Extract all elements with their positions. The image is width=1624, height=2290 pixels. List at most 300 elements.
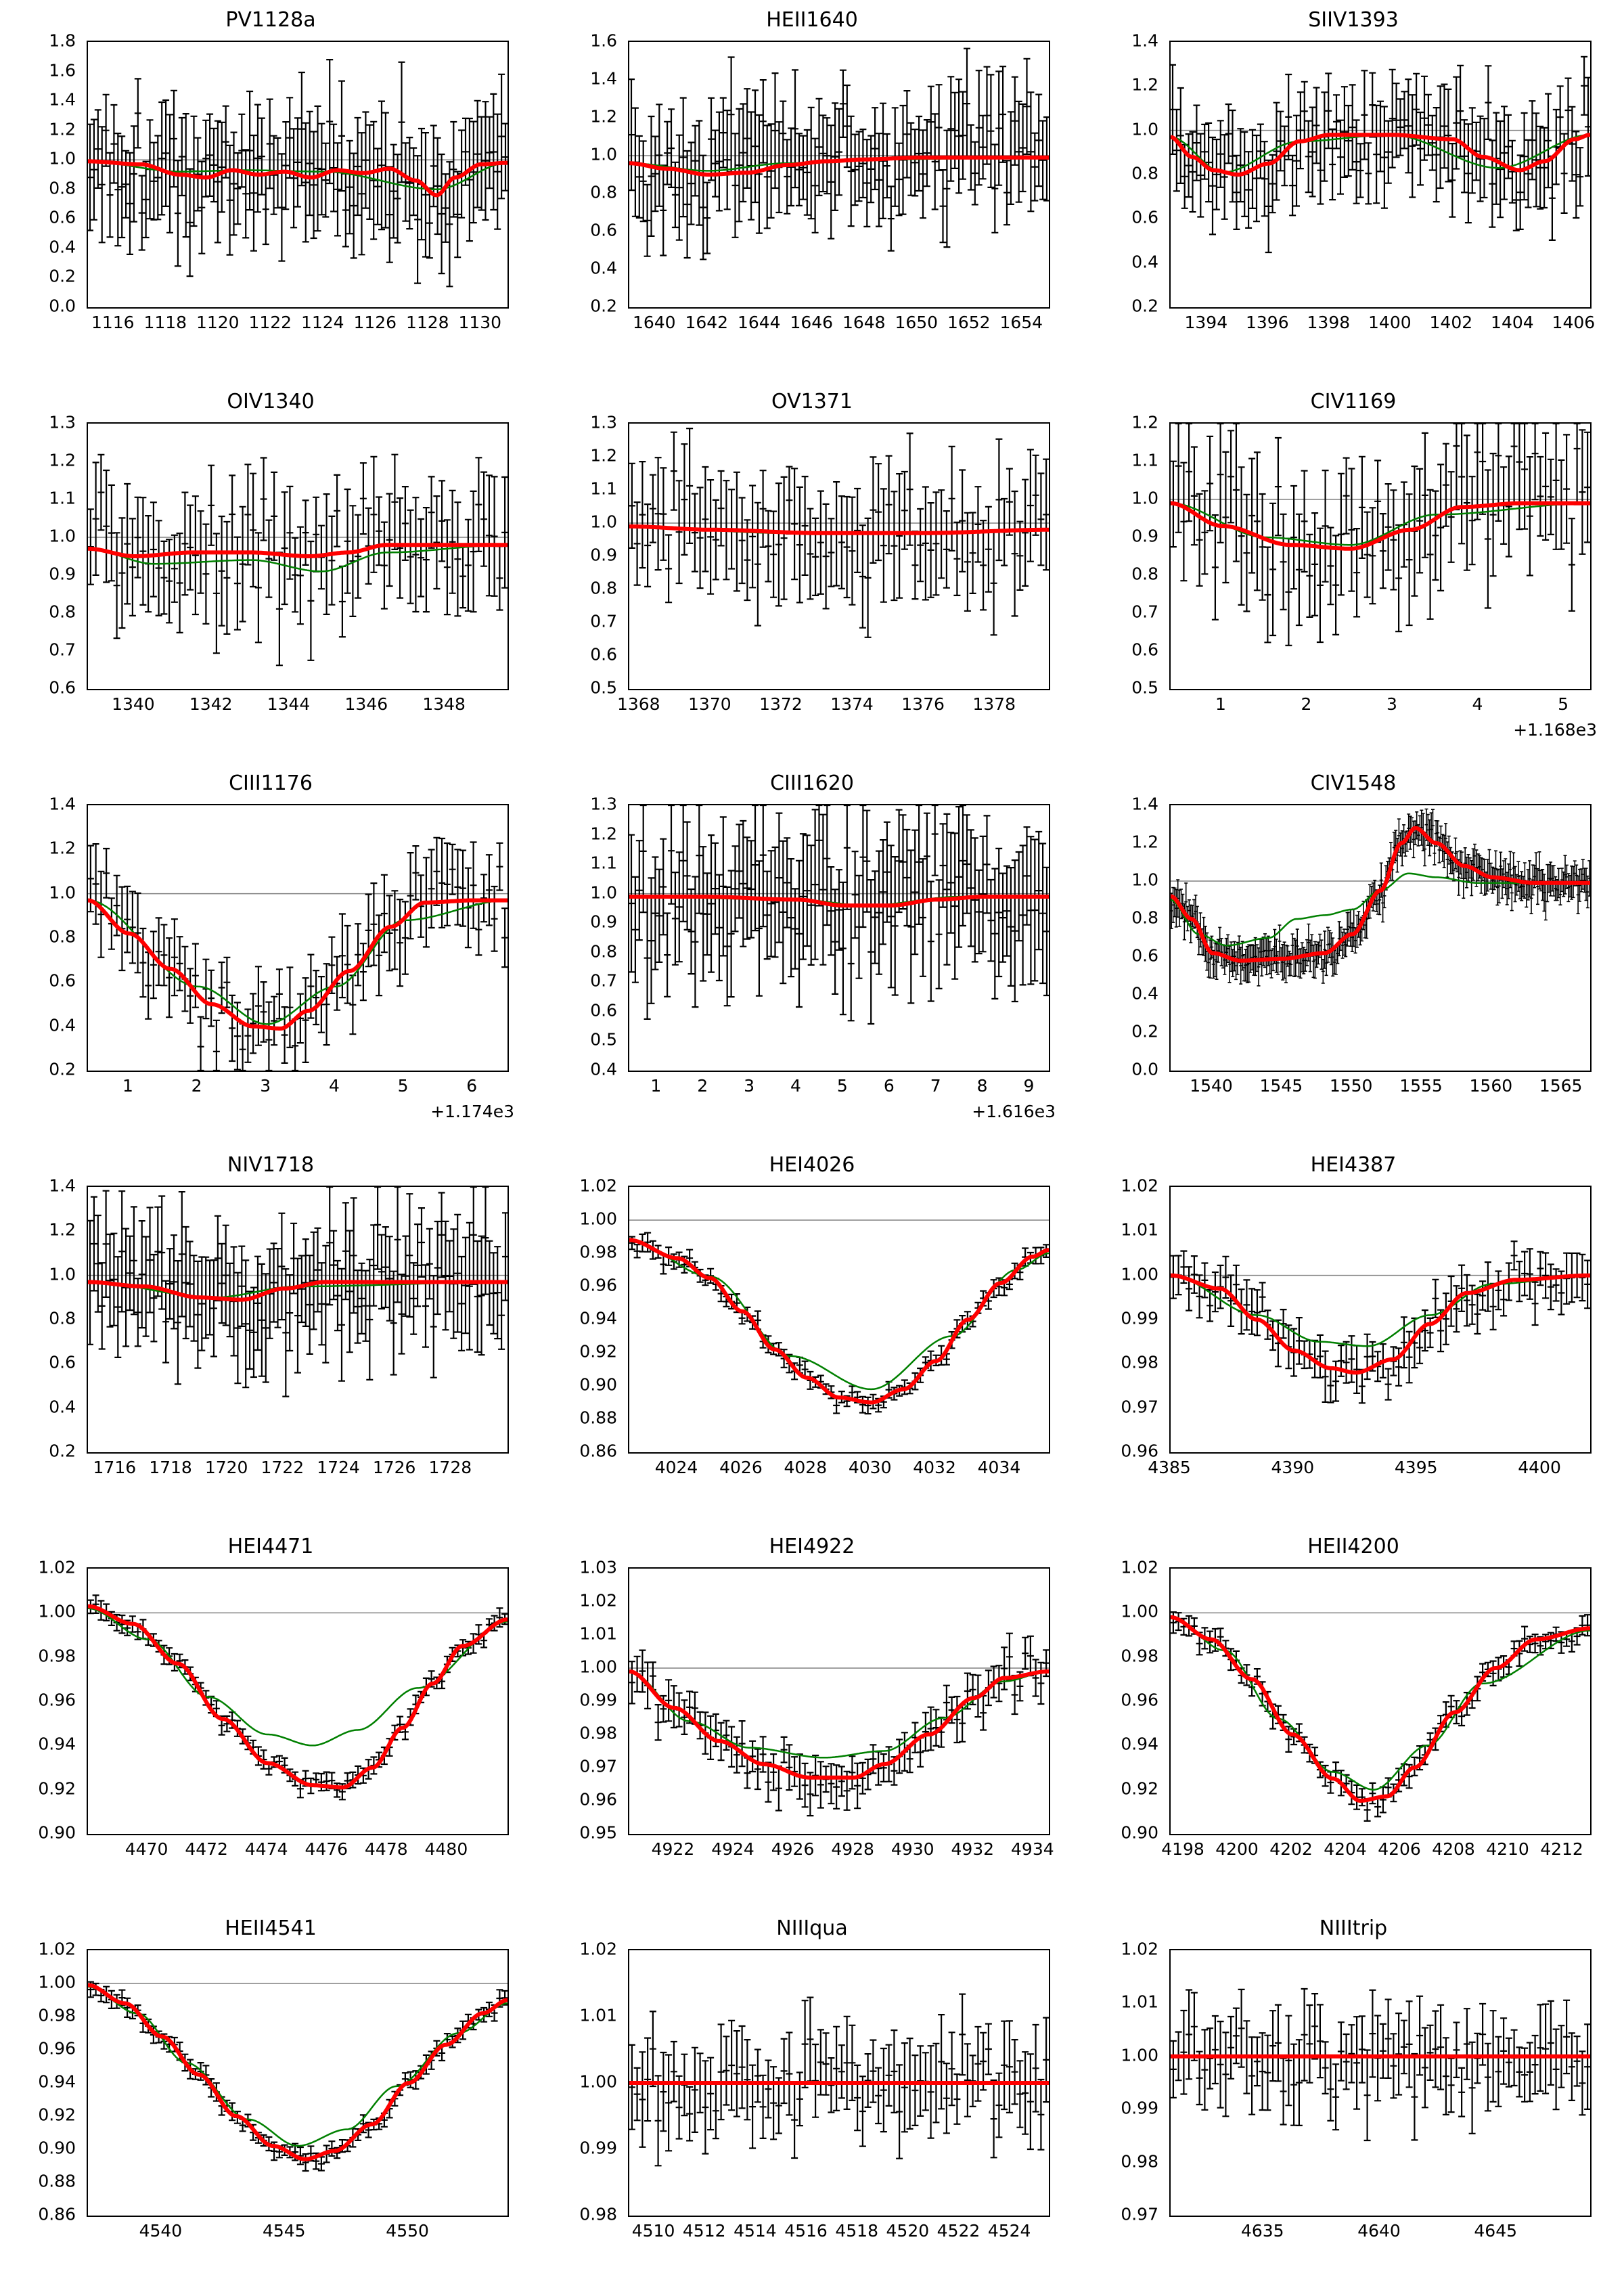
panel-niiitrip [1083,1908,1624,2290]
y-tick-label: 1.02 [579,1175,617,1196]
x-tick-label: 2 [1301,694,1312,714]
y-tick-label: 0.90 [38,2138,76,2158]
data-points-group [88,455,508,666]
x-tick-label: 2 [697,1076,708,1096]
y-tick-label: 0.2 [1131,296,1158,316]
plot-canvas [629,1950,1049,2216]
x-tick-label: 4032 [913,1458,956,1477]
plot-area [87,41,509,309]
y-tick-label: 1.0 [49,526,76,546]
y-axis-ticks [541,1557,623,1843]
x-tick-label: 4026 [719,1458,763,1477]
y-tick-label: 0.2 [49,1059,76,1079]
y-tick-label: 1.2 [1131,832,1158,852]
plot-canvas [629,1569,1049,1834]
panel-title: HEII4200 [1307,1535,1399,1558]
y-tick-label: 0.8 [1131,564,1158,584]
y-tick-label: 1.0 [49,1264,76,1284]
y-axis-ticks [1083,30,1164,316]
x-axis-ticks [1169,2221,1592,2248]
x-tick-label: 4202 [1269,1839,1313,1859]
y-tick-label: 0.98 [1121,1352,1158,1372]
x-tick-label: 1722 [261,1458,304,1477]
panel-title: HEI4026 [769,1153,855,1177]
panel-title: HEI4922 [769,1535,855,1558]
x-tick-label: 6 [466,1076,478,1096]
y-tick-label: 0.2 [49,1441,76,1461]
x-tick-label: 1394 [1184,313,1228,332]
x-tick-label: 1340 [112,694,155,714]
x-tick-label: 1726 [372,1458,416,1477]
y-tick-label: 0.96 [1121,1441,1158,1461]
y-tick-label: 1.1 [590,478,617,499]
x-tick-label: 1346 [344,694,388,714]
y-tick-label: 1.01 [579,1623,617,1644]
x-tick-label: 4640 [1357,2221,1401,2241]
x-axis-ticks [628,313,1050,340]
y-tick-label: 1.2 [590,824,617,844]
y-tick-label: 1.00 [579,1209,617,1229]
y-axis-ticks [0,794,81,1079]
plot-canvas [88,1187,508,1452]
plot-area [87,804,509,1072]
panel-title: CIV1169 [1310,390,1397,413]
y-tick-label: 0.92 [579,1341,617,1362]
x-axis-ticks [628,1458,1050,1485]
x-tick-label: 4926 [771,1839,815,1859]
panel-title: NIIItrip [1319,1916,1388,1940]
x-axis-ticks [628,1076,1050,1103]
x-tick-label: 4472 [185,1839,228,1859]
data-points-group [88,1982,508,2171]
x-tick-label: 4516 [784,2221,828,2241]
x-tick-label: 4385 [1148,1458,1191,1477]
x-tick-label: 4 [1472,694,1483,714]
y-tick-label: 0.96 [38,2038,76,2059]
y-tick-label: 1.4 [590,68,617,89]
x-tick-label: 1374 [830,694,874,714]
x-tick-label: 4518 [835,2221,878,2241]
y-tick-label: 0.8 [49,602,76,622]
plot-canvas [1171,42,1590,307]
y-tick-label: 0.90 [38,1822,76,1843]
plot-canvas [88,42,508,307]
y-tick-label: 1.2 [49,119,76,139]
panel-hei4026 [541,1145,1083,1527]
x-tick-label: 4550 [386,2221,429,2241]
y-tick-label: 1.00 [579,1657,617,1677]
x-tick-label: 4198 [1161,1839,1204,1859]
panel-ov1371 [541,382,1083,763]
x-tick-label: 4476 [304,1839,348,1859]
plot-canvas [1171,1950,1590,2216]
panel-niiiqua [541,1908,1083,2290]
y-tick-label: 0.94 [1121,1734,1158,1754]
y-tick-label: 1.4 [49,89,76,110]
model-primary-curve [1171,1617,1590,1801]
y-tick-label: 1.00 [1121,2045,1158,2065]
y-tick-label: 1.0 [49,148,76,169]
x-tick-label: 3 [1386,694,1397,714]
y-tick-label: 0.6 [49,1352,76,1372]
x-axis-ticks [1169,694,1592,721]
panel-title: HEII1640 [766,8,858,32]
y-axis-ticks [541,1175,623,1461]
y-tick-label: 1.0 [590,882,617,903]
x-tick-label: 4514 [734,2221,777,2241]
y-tick-label: 0.8 [590,182,617,202]
x-tick-label: 4028 [784,1458,828,1477]
x-tick-label: 4480 [424,1839,468,1859]
plot-canvas [1171,424,1590,689]
x-tick-label: 1348 [422,694,466,714]
y-tick-label: 0.6 [1131,207,1158,227]
x-tick-label: 1406 [1552,313,1596,332]
model-primary-curve [88,545,508,556]
y-tick-label: 0.9 [590,912,617,932]
y-tick-label: 0.7 [590,970,617,991]
panel-heii4541 [0,1908,541,2290]
y-axis-ticks [0,1175,81,1461]
x-tick-label: 5 [397,1076,409,1096]
plot-area [87,1949,509,2217]
y-tick-label: 0.6 [590,220,617,240]
y-tick-label: 1.1 [590,853,617,873]
y-tick-label: 0.6 [49,677,76,698]
x-axis-ticks [87,1076,509,1103]
y-tick-label: 1.01 [579,2005,617,2025]
panel-hei4471 [0,1527,541,1908]
x-axis-offset-label: +1.616e3 [972,1102,1056,1121]
y-tick-label: 0.4 [590,258,617,278]
x-tick-label: 1724 [317,1458,360,1477]
x-tick-label: 1 [122,1076,133,1096]
x-tick-label: 1404 [1491,313,1534,332]
y-tick-label: 0.8 [1131,907,1158,928]
y-tick-label: 0.0 [1131,1059,1158,1079]
panel-heii4200 [1083,1527,1624,1908]
panel-hei4922 [541,1527,1083,1908]
y-tick-label: 0.94 [579,1308,617,1328]
plot-canvas [88,1950,508,2216]
x-tick-label: 4520 [886,2221,930,2241]
y-tick-label: 0.92 [38,1778,76,1799]
y-tick-label: 0.9 [1131,526,1158,546]
y-tick-label: 1.00 [1121,1264,1158,1284]
plot-area [1169,41,1592,309]
data-points-group [629,805,1049,1024]
y-tick-label: 0.99 [1121,2098,1158,2118]
y-tick-label: 0.94 [38,2071,76,2092]
x-tick-label: 1646 [790,313,834,332]
x-tick-label: 4645 [1474,2221,1518,2241]
x-axis-ticks [1169,313,1596,340]
panel-ciii1176 [0,763,541,1145]
plot-canvas [88,805,508,1071]
x-tick-label: 1644 [737,313,781,332]
panel-civ1169 [1083,382,1624,763]
x-tick-label: 4930 [890,1839,934,1859]
y-tick-label: 1.00 [1121,1601,1158,1621]
x-tick-label: 5 [836,1076,848,1096]
y-tick-label: 0.90 [1121,1822,1158,1843]
x-axis-ticks [1161,1839,1592,1866]
x-tick-label: 4524 [987,2221,1031,2241]
y-tick-label: 1.6 [590,30,617,51]
x-tick-label: 4 [790,1076,801,1096]
x-tick-label: 1560 [1469,1076,1513,1096]
data-points-group [88,1595,508,1799]
y-tick-label: 0.2 [49,266,76,286]
y-axis-ticks [1083,1175,1164,1461]
y-tick-label: 1.2 [49,1219,76,1240]
x-tick-label: 1728 [428,1458,472,1477]
y-axis-ticks [1083,794,1164,1079]
x-axis-ticks [1169,1076,1592,1103]
y-tick-label: 0.98 [579,1723,617,1743]
x-tick-label: 1654 [999,313,1043,332]
plot-area [1169,1186,1592,1454]
x-tick-label: 1368 [616,694,660,714]
y-tick-label: 0.95 [579,1822,617,1843]
y-tick-label: 0.97 [579,1756,617,1776]
model-primary-curve [88,1985,508,2159]
x-tick-label: 4395 [1394,1458,1438,1477]
x-tick-label: 4512 [682,2221,726,2241]
x-axis-offset-label: +1.168e3 [1513,720,1597,740]
y-tick-label: 0.8 [590,578,617,598]
y-tick-label: 0.2 [590,296,617,316]
y-tick-label: 1.8 [49,30,76,51]
y-tick-label: 0.96 [579,1275,617,1295]
y-tick-label: 0.7 [590,611,617,631]
x-tick-label: 4390 [1271,1458,1315,1477]
y-tick-label: 1.02 [1121,1939,1158,1959]
plot-canvas [629,42,1049,307]
x-tick-label: 4212 [1540,1839,1583,1859]
y-tick-label: 1.00 [38,1972,76,1992]
x-tick-label: 3 [260,1076,271,1096]
x-tick-label: 1370 [688,694,731,714]
y-axis-ticks [0,30,81,316]
x-tick-label: 2 [191,1076,202,1096]
x-tick-label: 1128 [405,313,449,332]
plot-area [1169,422,1592,690]
x-tick-label: 1720 [204,1458,248,1477]
data-points-group [629,1994,1049,2166]
data-points-group [629,49,1049,260]
y-tick-label: 0.4 [49,237,76,257]
x-tick-label: 4400 [1518,1458,1561,1477]
x-tick-label: 1652 [947,313,991,332]
x-axis-ticks [616,694,1050,721]
plot-area [87,1567,509,1835]
x-tick-label: 1126 [353,313,397,332]
y-tick-label: 0.92 [1121,1778,1158,1799]
x-tick-label: 4024 [654,1458,698,1477]
y-tick-label: 0.6 [590,644,617,665]
plot-area [1169,1949,1592,2217]
x-tick-label: 1402 [1429,313,1473,332]
x-tick-label: 4 [328,1076,340,1096]
plot-area [1169,1567,1592,1835]
panel-title: CIV1548 [1310,771,1397,795]
y-tick-label: 1.3 [49,412,76,432]
data-points-group [629,1634,1049,1816]
y-tick-label: 1.02 [1121,1175,1158,1196]
x-tick-label: 1648 [842,313,886,332]
x-tick-label: 1116 [91,313,135,332]
y-tick-label: 0.98 [579,2204,617,2224]
panel-pv1128a [0,0,541,382]
y-tick-label: 0.96 [38,1690,76,1710]
y-tick-label: 0.97 [1121,2204,1158,2224]
y-tick-label: 0.98 [38,2005,76,2025]
x-tick-label: 4206 [1378,1839,1421,1859]
y-tick-label: 0.99 [579,2138,617,2158]
panel-title: PV1128a [225,8,316,32]
y-tick-label: 0.9 [590,545,617,565]
y-tick-label: 0.92 [38,2105,76,2125]
x-tick-label: 1376 [901,694,945,714]
y-tick-label: 1.4 [1131,794,1158,814]
x-tick-label: 9 [1023,1076,1035,1096]
y-tick-label: 0.5 [590,1029,617,1050]
y-tick-label: 1.0 [1131,870,1158,890]
plot-area [628,804,1050,1072]
y-axis-ticks [1083,412,1164,698]
x-tick-label: 4932 [951,1839,995,1859]
x-axis-offset-label: +1.174e3 [430,1102,514,1121]
x-tick-label: 4478 [365,1839,408,1859]
y-tick-label: 1.00 [38,1601,76,1621]
y-tick-label: 0.5 [1131,677,1158,698]
y-tick-label: 0.98 [579,1242,617,1262]
x-tick-label: 1130 [458,313,502,332]
y-tick-label: 0.86 [579,1441,617,1461]
y-tick-label: 0.88 [38,2171,76,2191]
y-tick-label: 1.0 [1131,119,1158,139]
y-tick-label: 0.86 [38,2204,76,2224]
y-tick-label: 0.96 [1121,1690,1158,1710]
x-axis-ticks [87,313,509,340]
x-axis-ticks [87,1839,509,1866]
x-tick-label: 1642 [685,313,729,332]
y-tick-label: 0.98 [1121,2151,1158,2172]
plot-area [1169,804,1592,1072]
y-axis-ticks [541,30,623,316]
plot-canvas [629,805,1049,1071]
x-tick-label: 1540 [1190,1076,1233,1096]
y-tick-label: 0.8 [590,941,617,962]
y-axis-ticks [0,412,81,698]
y-tick-label: 1.2 [590,106,617,127]
y-tick-label: 1.0 [1131,488,1158,508]
x-tick-label: 1555 [1399,1076,1443,1096]
y-tick-label: 1.2 [1131,412,1158,432]
plot-area [628,1567,1050,1835]
x-tick-label: 4540 [139,2221,183,2241]
x-tick-label: 4208 [1432,1839,1475,1859]
x-tick-label: 1344 [267,694,311,714]
y-tick-label: 0.4 [1131,983,1158,1004]
x-tick-label: 4635 [1240,2221,1284,2241]
x-tick-label: 4922 [651,1839,695,1859]
y-tick-label: 1.01 [1121,1992,1158,2012]
y-tick-label: 1.02 [1121,1557,1158,1577]
y-axis-ticks [541,412,623,698]
y-tick-label: 1.0 [590,512,617,532]
x-axis-ticks [628,1839,1054,1866]
y-tick-label: 0.0 [49,296,76,316]
model-secondary-curve [88,901,508,1025]
panel-ciii1620 [541,763,1083,1145]
x-tick-label: 4204 [1324,1839,1367,1859]
model-secondary-curve [88,1609,508,1746]
y-tick-label: 1.0 [590,144,617,164]
y-tick-label: 0.99 [579,1690,617,1710]
y-axis-ticks [541,1939,623,2224]
y-tick-label: 1.2 [1131,74,1158,95]
model-secondary-curve [1171,1276,1590,1347]
panel-niv1718 [0,1145,541,1527]
panel-title: HEI4471 [227,1535,314,1558]
panel-title: HEII4541 [225,1916,317,1940]
x-tick-label: 4545 [262,2221,306,2241]
y-tick-label: 0.6 [1131,945,1158,966]
x-tick-label: 4030 [848,1458,892,1477]
x-tick-label: 1565 [1539,1076,1583,1096]
plot-canvas [629,1187,1049,1452]
y-tick-label: 1.4 [1131,30,1158,51]
x-tick-label: 4924 [711,1839,754,1859]
x-tick-label: 1400 [1368,313,1412,332]
panel-oiv1340 [0,382,541,763]
y-tick-label: 1.02 [579,1939,617,1959]
y-tick-label: 1.02 [38,1939,76,1959]
panel-title: CIII1176 [229,771,313,795]
y-tick-label: 0.4 [49,1015,76,1035]
panel-title: HEI4387 [1310,1153,1397,1177]
y-tick-label: 0.90 [579,1374,617,1395]
x-tick-label: 1640 [632,313,676,332]
panel-heii1640 [541,0,1083,382]
x-axis-ticks [628,2221,1050,2248]
x-axis-ticks [1148,1458,1592,1485]
data-points-group [629,1233,1049,1414]
plot-canvas [629,424,1049,689]
y-tick-label: 0.98 [38,1646,76,1666]
x-tick-label: 4474 [244,1839,288,1859]
x-tick-label: 1718 [149,1458,192,1477]
y-tick-label: 0.88 [579,1408,617,1428]
model-secondary-curve [88,1987,508,2146]
y-tick-label: 1.1 [49,488,76,508]
x-tick-label: 1372 [759,694,803,714]
y-tick-label: 0.97 [1121,1397,1158,1417]
panel-siiv1393 [1083,0,1624,382]
y-tick-label: 0.6 [49,970,76,991]
x-tick-label: 4470 [125,1839,168,1859]
plot-canvas [1171,1569,1590,1834]
y-tick-label: 1.3 [590,794,617,814]
x-axis-ticks [87,2221,509,2248]
y-axis-ticks [0,1557,81,1843]
y-tick-label: 0.98 [1121,1646,1158,1666]
data-points-group [1171,1241,1590,1403]
y-tick-label: 0.7 [49,639,76,660]
x-tick-label: 8 [976,1076,988,1096]
